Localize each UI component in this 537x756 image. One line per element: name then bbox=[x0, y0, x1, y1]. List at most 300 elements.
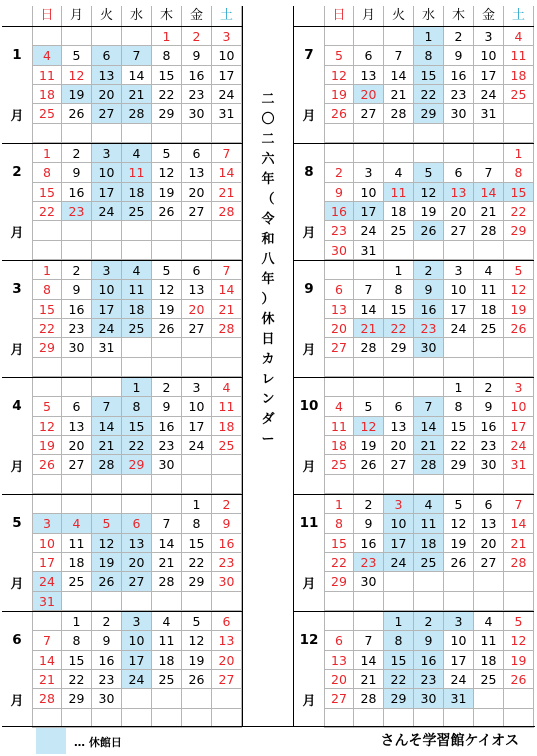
month-number: 1 bbox=[12, 47, 22, 63]
day-cell: 30 bbox=[92, 689, 122, 708]
day-cell: 1 bbox=[152, 27, 182, 46]
day-cell: 1 bbox=[384, 612, 414, 631]
day-cell: 17 bbox=[32, 553, 62, 572]
day-cell: 14 bbox=[212, 163, 242, 182]
day-cell: 31 bbox=[504, 455, 534, 474]
day-cell: 17 bbox=[474, 66, 504, 85]
empty-cell bbox=[444, 144, 474, 163]
empty-cell bbox=[92, 378, 122, 397]
day-cell: 25 bbox=[32, 104, 62, 123]
day-cell: 10 bbox=[384, 514, 414, 533]
day-cell: 9 bbox=[354, 514, 384, 533]
day-cell: 29 bbox=[152, 104, 182, 123]
day-cell: 25 bbox=[384, 221, 414, 240]
empty-cell bbox=[92, 475, 122, 494]
day-cell: 12 bbox=[182, 631, 212, 650]
month-number: 9 bbox=[304, 281, 314, 297]
day-cell: 2 bbox=[92, 612, 122, 631]
day-cell: 24 bbox=[32, 572, 62, 591]
day-cell: 14 bbox=[414, 417, 444, 436]
day-cell: 24 bbox=[474, 85, 504, 104]
title-char: 令 bbox=[261, 212, 275, 227]
empty-cell bbox=[92, 221, 122, 240]
day-cell: 11 bbox=[474, 280, 504, 299]
day-cell: 26 bbox=[444, 553, 474, 572]
day-cell: 15 bbox=[62, 651, 92, 670]
day-cell: 2 bbox=[414, 612, 444, 631]
empty-cell bbox=[354, 475, 384, 494]
day-cell: 22 bbox=[122, 436, 152, 455]
day-cell: 18 bbox=[474, 300, 504, 319]
day-cell: 24 bbox=[122, 670, 152, 689]
day-cell: 10 bbox=[32, 534, 62, 553]
day-cell: 18 bbox=[212, 417, 242, 436]
empty-cell bbox=[122, 241, 152, 260]
title-char: 八 bbox=[261, 252, 275, 267]
day-cell: 10 bbox=[504, 397, 534, 416]
empty-cell bbox=[414, 241, 444, 260]
weekday-3: 水 bbox=[122, 6, 152, 26]
day-cell: 20 bbox=[62, 436, 92, 455]
empty-cell bbox=[504, 592, 534, 611]
day-cell: 28 bbox=[504, 553, 534, 572]
day-cell: 26 bbox=[32, 455, 62, 474]
day-cell: 2 bbox=[414, 261, 444, 280]
day-cell: 6 bbox=[62, 397, 92, 416]
day-cell: 11 bbox=[32, 66, 62, 85]
empty-cell bbox=[504, 241, 534, 260]
empty-cell bbox=[32, 475, 62, 494]
empty-cell bbox=[474, 338, 504, 357]
day-cell: 26 bbox=[324, 104, 354, 123]
day-cell: 24 bbox=[504, 436, 534, 455]
month-label: 月 bbox=[302, 460, 316, 475]
day-cell: 13 bbox=[324, 651, 354, 670]
day-cell: 12 bbox=[152, 280, 182, 299]
day-cell: 3 bbox=[92, 261, 122, 280]
empty-cell bbox=[62, 475, 92, 494]
day-cell: 17 bbox=[354, 202, 384, 221]
day-cell: 16 bbox=[324, 202, 354, 221]
day-cell: 2 bbox=[324, 163, 354, 182]
day-cell: 11 bbox=[474, 631, 504, 650]
day-cell: 12 bbox=[92, 534, 122, 553]
day-cell: 29 bbox=[504, 221, 534, 240]
day-cell: 8 bbox=[62, 631, 92, 650]
day-cell: 16 bbox=[212, 534, 242, 553]
day-cell: 3 bbox=[444, 612, 474, 631]
day-cell: 8 bbox=[504, 163, 534, 182]
legend-label: … 休館日 bbox=[74, 736, 122, 749]
empty-cell bbox=[62, 592, 92, 611]
day-cell: 13 bbox=[212, 631, 242, 650]
empty-cell bbox=[122, 338, 152, 357]
empty-cell bbox=[152, 592, 182, 611]
empty-cell bbox=[384, 124, 414, 143]
empty-cell bbox=[182, 338, 212, 357]
day-cell: 10 bbox=[92, 163, 122, 182]
day-cell: 19 bbox=[92, 553, 122, 572]
day-cell: 5 bbox=[152, 144, 182, 163]
day-cell: 22 bbox=[62, 670, 92, 689]
title-char: 年 bbox=[261, 172, 275, 187]
day-cell: 20 bbox=[324, 670, 354, 689]
day-cell: 6 bbox=[474, 495, 504, 514]
day-cell: 1 bbox=[324, 495, 354, 514]
empty-cell bbox=[444, 124, 474, 143]
day-cell: 18 bbox=[152, 651, 182, 670]
empty-cell bbox=[414, 378, 444, 397]
day-cell: 16 bbox=[182, 66, 212, 85]
month-label: 月 bbox=[10, 343, 24, 358]
day-cell: 22 bbox=[384, 319, 414, 338]
day-cell: 23 bbox=[92, 670, 122, 689]
day-cell: 12 bbox=[324, 66, 354, 85]
month-block bbox=[2, 26, 242, 143]
day-cell: 19 bbox=[504, 300, 534, 319]
title-char: 日 bbox=[261, 332, 275, 347]
day-cell: 12 bbox=[444, 514, 474, 533]
day-cell: 16 bbox=[62, 183, 92, 202]
day-cell: 27 bbox=[384, 455, 414, 474]
day-cell: 12 bbox=[414, 183, 444, 202]
empty-cell bbox=[504, 338, 534, 357]
month-number: 5 bbox=[12, 515, 22, 531]
day-cell: 6 bbox=[324, 631, 354, 650]
day-cell: 26 bbox=[504, 319, 534, 338]
empty-cell bbox=[354, 358, 384, 377]
day-cell: 10 bbox=[444, 631, 474, 650]
empty-cell bbox=[504, 572, 534, 591]
empty-cell bbox=[182, 358, 212, 377]
day-cell: 24 bbox=[182, 436, 212, 455]
day-cell: 19 bbox=[32, 436, 62, 455]
title-char: レ bbox=[261, 372, 275, 387]
empty-cell bbox=[354, 144, 384, 163]
day-cell: 7 bbox=[122, 46, 152, 65]
day-cell: 8 bbox=[414, 46, 444, 65]
day-cell: 15 bbox=[122, 417, 152, 436]
day-cell: 6 bbox=[182, 261, 212, 280]
month-label: 月 bbox=[302, 109, 316, 124]
empty-cell bbox=[32, 124, 62, 143]
day-cell: 15 bbox=[182, 534, 212, 553]
empty-cell bbox=[122, 27, 152, 46]
empty-cell bbox=[324, 358, 354, 377]
month-number: 3 bbox=[12, 281, 22, 297]
month-number: 10 bbox=[299, 398, 319, 414]
day-cell: 11 bbox=[384, 183, 414, 202]
day-cell: 30 bbox=[354, 572, 384, 591]
weekday-0: 日 bbox=[32, 6, 62, 26]
day-cell: 1 bbox=[182, 495, 212, 514]
empty-cell bbox=[212, 475, 242, 494]
weekday-2: 火 bbox=[92, 6, 122, 26]
day-cell: 14 bbox=[354, 300, 384, 319]
empty-cell bbox=[62, 378, 92, 397]
day-cell: 16 bbox=[414, 300, 444, 319]
day-cell: 11 bbox=[152, 631, 182, 650]
day-cell: 1 bbox=[32, 261, 62, 280]
month-block bbox=[294, 26, 534, 143]
day-cell: 16 bbox=[474, 417, 504, 436]
day-cell: 7 bbox=[354, 631, 384, 650]
day-cell: 7 bbox=[152, 514, 182, 533]
day-cell: 9 bbox=[414, 631, 444, 650]
day-cell: 16 bbox=[62, 300, 92, 319]
title-char: 年 bbox=[261, 272, 275, 287]
day-cell: 20 bbox=[212, 651, 242, 670]
day-cell: 21 bbox=[122, 85, 152, 104]
day-cell: 10 bbox=[92, 280, 122, 299]
day-cell: 6 bbox=[92, 46, 122, 65]
empty-cell bbox=[474, 592, 504, 611]
day-cell: 18 bbox=[32, 85, 62, 104]
day-cell: 16 bbox=[414, 651, 444, 670]
day-cell: 6 bbox=[212, 612, 242, 631]
day-cell: 15 bbox=[384, 651, 414, 670]
day-cell: 5 bbox=[414, 163, 444, 182]
day-cell: 6 bbox=[444, 163, 474, 182]
day-cell: 20 bbox=[122, 553, 152, 572]
weekday-3: 水 bbox=[414, 6, 444, 26]
day-cell: 15 bbox=[152, 66, 182, 85]
day-cell: 27 bbox=[324, 689, 354, 708]
day-cell: 20 bbox=[384, 436, 414, 455]
day-cell: 19 bbox=[152, 183, 182, 202]
day-cell: 17 bbox=[182, 417, 212, 436]
day-cell: 26 bbox=[182, 670, 212, 689]
day-cell: 2 bbox=[152, 378, 182, 397]
day-cell: 9 bbox=[474, 397, 504, 416]
day-cell: 27 bbox=[354, 104, 384, 123]
day-cell: 4 bbox=[504, 27, 534, 46]
empty-cell bbox=[324, 144, 354, 163]
day-cell: 5 bbox=[92, 514, 122, 533]
day-cell: 26 bbox=[92, 572, 122, 591]
day-cell: 31 bbox=[92, 338, 122, 357]
day-cell: 17 bbox=[384, 534, 414, 553]
day-cell: 8 bbox=[32, 280, 62, 299]
day-cell: 30 bbox=[444, 104, 474, 123]
day-cell: 6 bbox=[384, 397, 414, 416]
empty-cell bbox=[92, 592, 122, 611]
day-cell: 18 bbox=[504, 66, 534, 85]
day-cell: 10 bbox=[354, 183, 384, 202]
empty-cell bbox=[354, 612, 384, 631]
month-number: 2 bbox=[12, 164, 22, 180]
day-cell: 18 bbox=[384, 202, 414, 221]
title-char: カ bbox=[261, 352, 275, 367]
empty-cell bbox=[182, 475, 212, 494]
day-cell: 11 bbox=[122, 163, 152, 182]
empty-cell bbox=[474, 475, 504, 494]
day-cell: 5 bbox=[354, 397, 384, 416]
day-cell: 10 bbox=[182, 397, 212, 416]
month-label: 月 bbox=[10, 226, 24, 241]
empty-cell bbox=[414, 144, 444, 163]
day-cell: 23 bbox=[62, 319, 92, 338]
month-label: 月 bbox=[302, 226, 316, 241]
empty-cell bbox=[182, 221, 212, 240]
day-cell: 9 bbox=[62, 280, 92, 299]
day-cell: 30 bbox=[324, 241, 354, 260]
day-cell: 19 bbox=[444, 534, 474, 553]
empty-cell bbox=[182, 455, 212, 474]
day-cell: 25 bbox=[122, 319, 152, 338]
day-cell: 7 bbox=[212, 144, 242, 163]
day-cell: 19 bbox=[324, 85, 354, 104]
empty-cell bbox=[92, 495, 122, 514]
day-cell: 10 bbox=[212, 46, 242, 65]
title-char: ー bbox=[261, 432, 275, 447]
day-cell: 23 bbox=[414, 670, 444, 689]
empty-cell bbox=[474, 241, 504, 260]
day-cell: 28 bbox=[92, 455, 122, 474]
day-cell: 23 bbox=[444, 85, 474, 104]
day-cell: 23 bbox=[324, 221, 354, 240]
day-cell: 5 bbox=[504, 261, 534, 280]
weekday-0: 日 bbox=[324, 6, 354, 26]
day-cell: 27 bbox=[92, 104, 122, 123]
empty-cell bbox=[384, 358, 414, 377]
weekday-4: 木 bbox=[444, 6, 474, 26]
empty-cell bbox=[92, 124, 122, 143]
day-cell: 17 bbox=[122, 651, 152, 670]
day-cell: 29 bbox=[122, 455, 152, 474]
empty-cell bbox=[182, 241, 212, 260]
day-cell: 31 bbox=[32, 592, 62, 611]
month-number: 8 bbox=[304, 164, 314, 180]
day-cell: 4 bbox=[32, 46, 62, 65]
day-cell: 21 bbox=[474, 202, 504, 221]
empty-cell bbox=[62, 221, 92, 240]
empty-cell bbox=[122, 124, 152, 143]
day-cell: 27 bbox=[62, 455, 92, 474]
empty-cell bbox=[212, 358, 242, 377]
day-cell: 4 bbox=[152, 612, 182, 631]
day-cell: 11 bbox=[122, 280, 152, 299]
day-cell: 4 bbox=[474, 261, 504, 280]
day-cell: 14 bbox=[32, 651, 62, 670]
month-label: 月 bbox=[302, 343, 316, 358]
day-cell: 29 bbox=[444, 455, 474, 474]
day-cell: 21 bbox=[354, 670, 384, 689]
day-cell: 30 bbox=[182, 104, 212, 123]
month-block bbox=[294, 143, 534, 260]
day-cell: 29 bbox=[414, 104, 444, 123]
day-cell: 3 bbox=[444, 261, 474, 280]
day-cell: 22 bbox=[324, 553, 354, 572]
day-cell: 27 bbox=[122, 572, 152, 591]
empty-cell bbox=[384, 144, 414, 163]
day-cell: 22 bbox=[32, 202, 62, 221]
day-cell: 8 bbox=[32, 163, 62, 182]
empty-cell bbox=[504, 124, 534, 143]
day-cell: 12 bbox=[152, 163, 182, 182]
day-cell: 7 bbox=[384, 46, 414, 65]
day-cell: 6 bbox=[354, 46, 384, 65]
empty-cell bbox=[92, 358, 122, 377]
empty-cell bbox=[414, 572, 444, 591]
day-cell: 20 bbox=[182, 183, 212, 202]
empty-cell bbox=[384, 475, 414, 494]
day-cell: 22 bbox=[32, 319, 62, 338]
empty-cell bbox=[324, 124, 354, 143]
day-cell: 26 bbox=[354, 455, 384, 474]
day-cell: 19 bbox=[354, 436, 384, 455]
month-label: 月 bbox=[302, 577, 316, 592]
day-cell: 9 bbox=[182, 46, 212, 65]
day-cell: 4 bbox=[414, 495, 444, 514]
day-cell: 15 bbox=[324, 534, 354, 553]
empty-cell bbox=[324, 612, 354, 631]
day-cell: 8 bbox=[444, 397, 474, 416]
day-cell: 2 bbox=[474, 378, 504, 397]
day-cell: 21 bbox=[32, 670, 62, 689]
title-char: 〇 bbox=[261, 112, 275, 127]
day-cell: 18 bbox=[414, 534, 444, 553]
weekday-6: 土 bbox=[212, 6, 242, 26]
day-cell: 23 bbox=[354, 553, 384, 572]
empty-cell bbox=[212, 592, 242, 611]
empty-cell bbox=[62, 27, 92, 46]
day-cell: 29 bbox=[384, 338, 414, 357]
day-cell: 13 bbox=[182, 280, 212, 299]
day-cell: 20 bbox=[92, 85, 122, 104]
day-cell: 20 bbox=[474, 534, 504, 553]
day-cell: 2 bbox=[62, 144, 92, 163]
empty-cell bbox=[504, 475, 534, 494]
organization-name: さんそ学習館ケイオス bbox=[380, 733, 519, 749]
empty-cell bbox=[444, 592, 474, 611]
day-cell: 20 bbox=[324, 319, 354, 338]
empty-cell bbox=[414, 358, 444, 377]
empty-cell bbox=[474, 144, 504, 163]
day-cell: 30 bbox=[414, 689, 444, 708]
day-cell: 19 bbox=[152, 300, 182, 319]
day-cell: 5 bbox=[62, 46, 92, 65]
day-cell: 2 bbox=[62, 261, 92, 280]
weekday-1: 月 bbox=[62, 6, 92, 26]
day-cell: 24 bbox=[444, 670, 474, 689]
day-cell: 22 bbox=[444, 436, 474, 455]
empty-cell bbox=[32, 495, 62, 514]
day-cell: 1 bbox=[384, 261, 414, 280]
day-cell: 9 bbox=[212, 514, 242, 533]
day-cell: 28 bbox=[354, 338, 384, 357]
day-cell: 31 bbox=[474, 104, 504, 123]
day-cell: 30 bbox=[212, 572, 242, 591]
weekday-6: 土 bbox=[504, 6, 534, 26]
day-cell: 1 bbox=[32, 144, 62, 163]
day-cell: 12 bbox=[354, 417, 384, 436]
day-cell: 8 bbox=[152, 46, 182, 65]
day-cell: 5 bbox=[32, 397, 62, 416]
day-cell: 3 bbox=[92, 144, 122, 163]
day-cell: 8 bbox=[324, 514, 354, 533]
day-cell: 28 bbox=[32, 689, 62, 708]
day-cell: 26 bbox=[504, 670, 534, 689]
day-cell: 27 bbox=[212, 670, 242, 689]
day-cell: 12 bbox=[62, 66, 92, 85]
empty-cell bbox=[62, 358, 92, 377]
title-char: 二 bbox=[261, 132, 275, 147]
day-cell: 16 bbox=[354, 534, 384, 553]
day-cell: 30 bbox=[62, 338, 92, 357]
empty-cell bbox=[152, 358, 182, 377]
day-cell: 26 bbox=[414, 221, 444, 240]
